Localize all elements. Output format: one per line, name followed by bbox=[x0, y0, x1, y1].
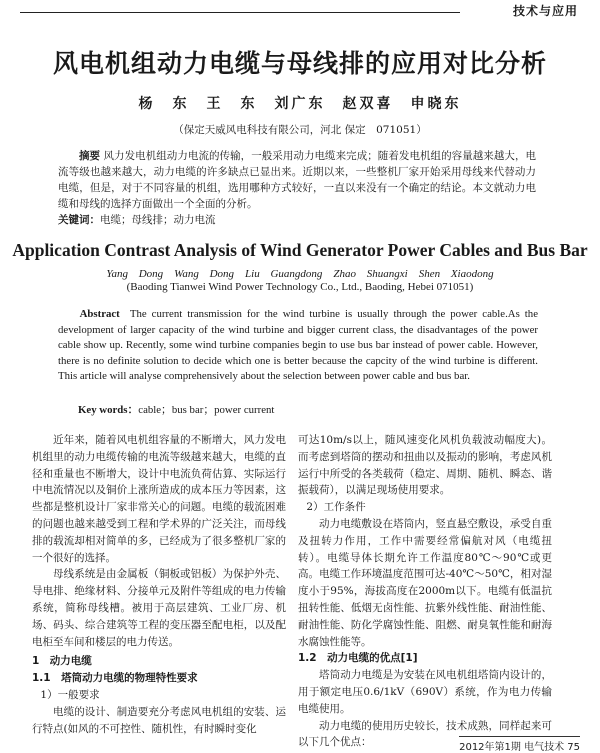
english-keywords bbox=[78, 402, 538, 417]
subsection-heading-1-1: 1.1 塔筒动力电缆的物理特性要求 bbox=[32, 672, 198, 685]
chinese-keywords-label: 关键词： bbox=[58, 214, 100, 226]
journal-section-label: 技术与应用 bbox=[512, 4, 578, 18]
chinese-authors: 杨 东 王 东 刘广东 赵双喜 申晓东 bbox=[138, 96, 462, 112]
chinese-abstract-label: 摘要 bbox=[79, 150, 101, 162]
english-keywords-text: cable；bus bar；power current bbox=[138, 404, 275, 416]
body-paragraph-continued: 可达10m/s以上，随风速变化风机负载波动幅度大)。而考虑到塔筒的摆动和扭曲以及振动的影响，考虑风机运行中所受的各类载荷（稳定、周期、随机、瞬态、谐振载荷），以满足现场使用要求。 bbox=[298, 434, 552, 497]
body-paragraph-advantages: 动力电缆的使用历史较长，技术成熟，同样起来可以下几个优点： bbox=[298, 719, 552, 749]
body-column-right bbox=[298, 432, 552, 751]
header-rule bbox=[20, 12, 460, 13]
english-authors: Yang Dong Wang Dong Liu Guangdong Zhao Shuangxi Shen Xiaodong bbox=[106, 268, 494, 280]
chinese-affiliation: （保定天威风电科技有限公司，河北 保定 071051） bbox=[173, 124, 427, 136]
chinese-title: 风电机组动力电缆与母线排的应用对比分析 bbox=[52, 49, 547, 78]
english-abstract-text: The current transmission for the wind turbine is usually through the power cable.As the development of larger capacity of the wind turbine and bigger current class, the disadvantages of the power cable show up. Recently, some wind turbine companies begin to use bus bar instead of power cable. However, there is no definite solution to decide which one is better because the capcity of the wind turbine is different. This article will analyse comprehensively about the selection between power cable and bus bar. bbox=[58, 308, 538, 383]
intro-paragraph-2: 母线系统是由金属板（铜板或铝板）为保护外壳、导电排、绝缘材料、分接单元及附件等组成的电力传输系统，简称母线槽。被用于高层建筑、工业厂房、机场、码头、综合建筑等工程的变压器至配电柜，以及配电柜至车间和楼层的电力传送。 bbox=[32, 568, 286, 648]
english-abstract-label: Abstract bbox=[79, 308, 120, 320]
chinese-keywords bbox=[58, 212, 536, 227]
body-column-left bbox=[32, 432, 286, 737]
item-heading-conditions: 2）工作条件 bbox=[306, 501, 366, 514]
english-abstract bbox=[58, 307, 538, 385]
chinese-abstract-text: 风力发电机组动力电流的传输，一般采用动力电缆来完成；随着发电机组的容量越来越大，电流等级也越来越大，动力电缆的许多缺点已显出来。近期以来，一些整机厂家开始采用母线来代替动力电缆，但是，对于不同容量的机组，选用哪种方式较好，一直以来没有一个确定的结论。本文就动力电缆和母线的选择方面做出一个全面的分析。 bbox=[58, 150, 537, 210]
chinese-keywords-text: 电缆；母线排；动力电流 bbox=[100, 214, 216, 226]
page-footer: 2012年第1期 电气技术 75 bbox=[459, 736, 580, 753]
intro-paragraph-1: 近年来，随着风电机组容量的不断增大，风力发电机组里的动力电缆传输的电流等级越来越大，电缆的直径和重量也不断增大，设计中电流负荷估算、实际运行中电流情况以及铜价上涨所造成的成本压力等因素，这些都是整机设计厂家非常关心的问题。电缆的载流困难的问题也越来越受到工程和学术界的广泛关注，而母线排的载流却相对简单的多，已经成为了很多整机厂家的一个很好的选择。 bbox=[32, 434, 286, 564]
body-paragraph-conditions: 动力电缆敷设在塔筒内，竖直悬空敷设，承受自重及扭转力作用，工作中需要经常偏航对风（电缆扭转）。电缆导体长期允许工作温度80℃～90℃或更高。电缆工作环境温度范围可达-40℃～50℃，相对湿度小于95%，海拔高度在2000m以下。电缆有低温抗扭转性能、低烟无卤性能、抗紫外线性能、耐油性能、耐油性能、防化学腐蚀性能、阻燃、耐臭氧性能和耐海水腐蚀性能等。 bbox=[298, 517, 552, 648]
chinese-abstract bbox=[58, 148, 536, 212]
subsection-heading-1-2: 1.2 动力电缆的优点[1] bbox=[298, 652, 418, 665]
english-title: Application Contrast Analysis of Wind Generator Power Cables and Bus Bar bbox=[12, 240, 588, 260]
english-keywords-label: Key words： bbox=[78, 404, 139, 416]
english-affiliation: (Baoding Tianwei Wind Power Technology Co., Ltd., Baoding, Hebei 071051) bbox=[126, 281, 474, 293]
item-heading-general: 1）一般要求 bbox=[40, 688, 100, 701]
section-heading-1: 1 动力电缆 bbox=[32, 655, 92, 668]
body-paragraph-rated-voltage: 塔筒动力电缆是为安装在风电机组塔筒内设计的，用于额定电压0.6/1kV（690V）系统，作为电力传输电缆使用。 bbox=[298, 669, 552, 715]
body-paragraph-design: 电缆的设计、制造要充分考虑风电机组的安装、运行特点(如风的不可控性、随机性，有时瞬时变化 bbox=[32, 705, 286, 735]
